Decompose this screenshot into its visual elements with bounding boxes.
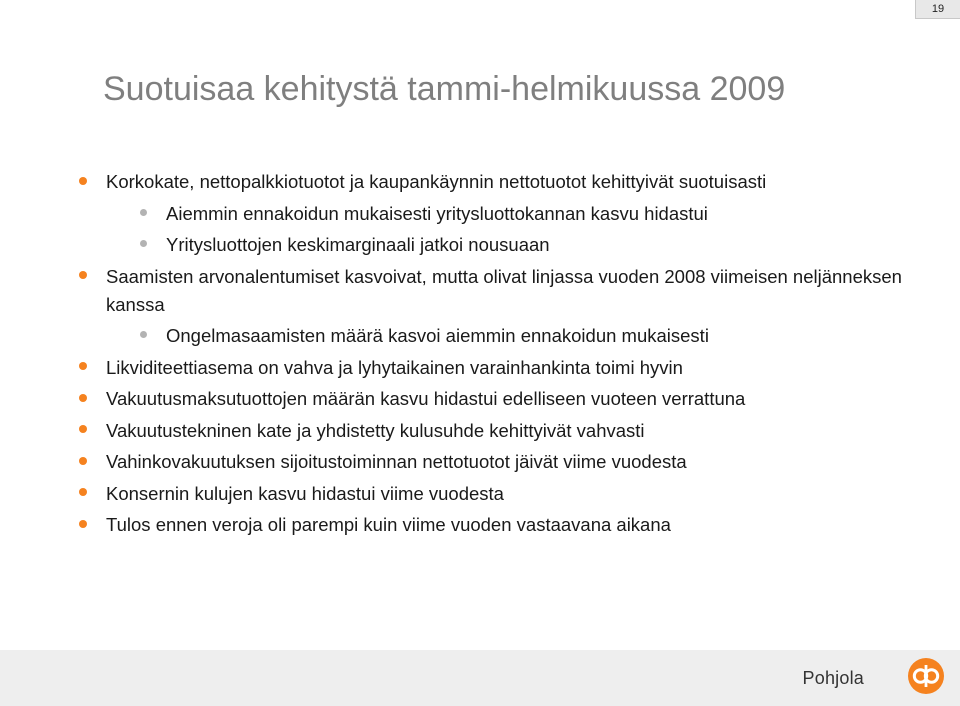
bullet-item — [0, 417, 900, 445]
bullet-dot-icon — [79, 271, 87, 279]
sub-bullet-item — [0, 322, 900, 350]
bullet-text: Aiemmin ennakoidun mukaisesti yritysluottokannan kasvu hidastui — [166, 202, 708, 224]
bullet-text: Likviditeettiasema on vahva ja lyhytaikainen varainhankinta toimi hyvin — [106, 356, 683, 378]
slide-title: Suotuisaa kehitystä tammi-helmikuussa 2009 — [103, 70, 786, 108]
bullet-item — [0, 385, 900, 413]
bullet-text: Ongelmasaamisten määrä kasvoi aiemmin ennakoidun mukaisesti — [166, 325, 709, 346]
bullet-item — [0, 480, 900, 508]
bullet-item — [0, 511, 900, 539]
bullet-item — [0, 354, 900, 382]
bullet-dot-icon — [79, 425, 87, 433]
sub-bullet-item — [0, 231, 900, 259]
sub-bullet-dot-icon — [140, 209, 147, 216]
bullet-dot-icon — [79, 177, 87, 185]
bullet-text: Vakuutustekninen kate ja yhdistetty kulusuhde kehittyivät vahvasti — [106, 419, 645, 441]
bullet-text: Konsernin kulujen kasvu hidastui viime vuodesta — [106, 482, 504, 504]
bullet-list — [0, 168, 900, 543]
bullet-item — [0, 263, 926, 319]
bullet-item — [0, 448, 900, 476]
bullet-dot-icon — [79, 394, 87, 402]
bullet-text: Korkokate, nettopalkkiotuotot ja kaupankäynnin nettotuotot kehittyivät suotuisasti — [106, 171, 767, 192]
bullet-dot-icon — [79, 362, 87, 370]
bullet-text: Vakuutusmaksutuottojen määrän kasvu hidastui edelliseen vuoteen verrattuna — [106, 388, 746, 409]
bullet-text: Tulos ennen veroja oli parempi kuin viime vuoden vastaavana aikana — [106, 514, 671, 535]
sub-bullet-dot-icon — [140, 240, 147, 247]
pohjola-logo-icon — [908, 658, 944, 694]
brand-name: Pohjola — [802, 668, 864, 688]
sub-bullet-dot-icon — [140, 331, 147, 338]
bullet-text: Vahinkovakuutuksen sijoitustoiminnan nettotuotot jäivät viime vuodesta — [106, 451, 687, 472]
bullet-dot-icon — [79, 520, 87, 528]
sub-bullet-item — [0, 200, 900, 228]
page-number: 19 — [915, 0, 960, 19]
bullet-dot-icon — [79, 457, 87, 465]
bullet-text: Yritysluottojen keskimarginaali jatkoi nousuaan — [166, 234, 550, 255]
bullet-text: Saamisten arvonalentumiset kasvoivat, mutta olivat linjassa vuoden 2008 viimeisen neljänneksen kanssa — [106, 265, 902, 315]
bullet-dot-icon — [79, 488, 87, 496]
bullet-item — [0, 168, 900, 196]
